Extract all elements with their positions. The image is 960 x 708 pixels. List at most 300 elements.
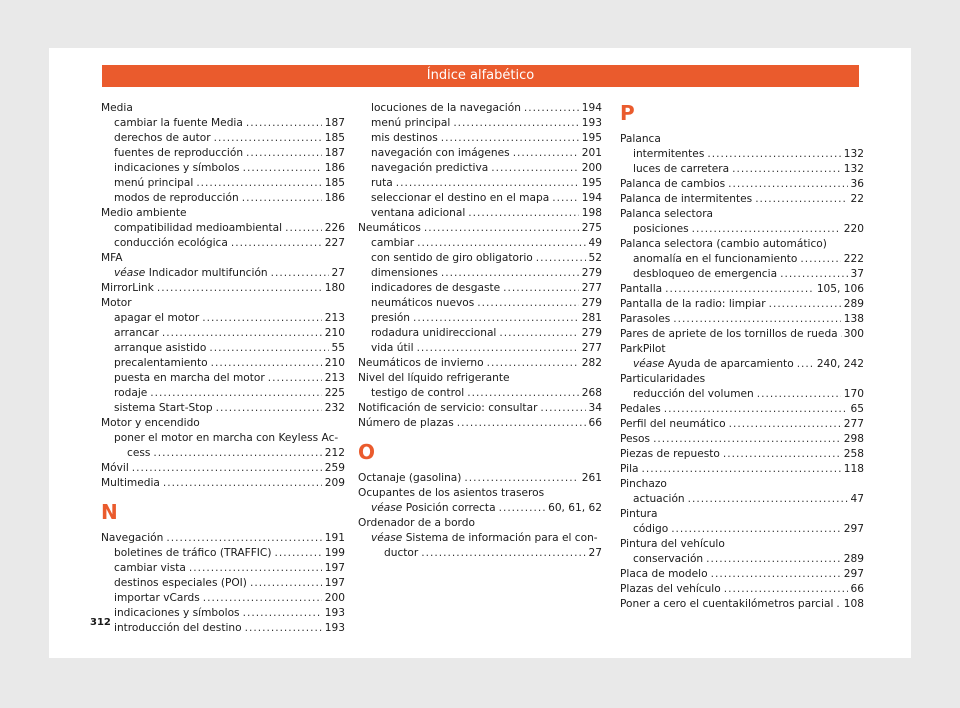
index-entry xyxy=(620,297,864,312)
entry-text: desbloqueo de emergencia xyxy=(633,268,778,280)
dot-leader xyxy=(487,356,579,371)
entry-page: 240, 242 xyxy=(816,358,864,370)
index-group-motor xyxy=(101,311,345,416)
entry-page: 201 xyxy=(581,147,602,159)
index-entry xyxy=(620,447,864,462)
entry-page: 259 xyxy=(324,462,345,474)
entry-text: navegación predictiva xyxy=(371,162,489,174)
entry-page: 277 xyxy=(581,342,602,354)
index-singles xyxy=(101,461,345,491)
dot-leader xyxy=(157,281,322,296)
entry-page: 197 xyxy=(324,577,345,589)
page-number: 312 xyxy=(90,617,111,628)
entry-text: conducción ecológica xyxy=(114,237,228,249)
index-entry xyxy=(358,401,602,416)
index-entry xyxy=(620,312,864,327)
entry-page: 209 xyxy=(324,477,345,489)
see-label: véase xyxy=(633,358,665,370)
entry-page: 227 xyxy=(324,237,345,249)
entry-page: 213 xyxy=(324,372,345,384)
index-group-navegacion xyxy=(101,546,345,636)
entry-page: 300 xyxy=(843,328,864,340)
index-heading: Palanca selectora (cambio automático) xyxy=(620,238,827,250)
entry-text: dimensiones xyxy=(371,267,438,279)
index-entry xyxy=(358,116,602,131)
entry-text: indicaciones y símbolos xyxy=(114,607,240,619)
index-entry xyxy=(358,131,602,146)
entry-text: Palanca de cambios xyxy=(620,178,726,190)
entry-text: Neumáticos xyxy=(358,222,421,234)
index-column-1 xyxy=(101,101,345,636)
dot-leader xyxy=(274,546,321,561)
index-group-pintura-vehiculo xyxy=(620,552,864,567)
entry-text: Pantalla de la radio: limpiar xyxy=(620,298,766,310)
index-heading: Pintura xyxy=(620,508,658,520)
index-entry xyxy=(358,296,602,311)
index-entry xyxy=(620,597,864,612)
entry-text: Pares de apriete de los tornillos de rueda xyxy=(620,328,838,340)
index-entry xyxy=(620,282,864,297)
entry-text: locuciones de la navegación xyxy=(371,102,521,114)
index-entry xyxy=(101,281,345,296)
entry-page: 27 xyxy=(331,267,345,279)
index-single xyxy=(101,531,345,546)
index-heading: Pintura del vehículo xyxy=(620,538,725,550)
index-single xyxy=(101,281,345,296)
entry-page: 195 xyxy=(581,177,602,189)
dot-leader xyxy=(836,597,840,612)
dot-leader xyxy=(665,282,814,297)
entry-text: compatibilidad medioambiental xyxy=(114,222,283,234)
dot-leader xyxy=(196,176,321,191)
index-entry xyxy=(101,326,345,341)
entry-text: arranque asistido xyxy=(114,342,207,354)
index-entry xyxy=(358,386,602,401)
entry-page: 193 xyxy=(324,607,345,619)
index-entry xyxy=(358,501,602,516)
index-entry xyxy=(620,417,864,432)
entry-page: 279 xyxy=(581,297,602,309)
index-group-nivel xyxy=(358,386,602,401)
index-singles xyxy=(358,401,602,431)
index-heading: Palanca xyxy=(620,133,661,145)
entry-text: Palanca de intermitentes xyxy=(620,193,753,205)
index-entry xyxy=(620,327,864,342)
index-entry xyxy=(101,446,345,461)
entry-text: Posición correcta xyxy=(405,502,496,514)
entry-page: 55 xyxy=(331,342,345,354)
index-entry xyxy=(620,552,864,567)
entry-text: destinos especiales (POI) xyxy=(114,577,247,589)
entry-text: intermitentes xyxy=(633,148,705,160)
dot-leader xyxy=(673,312,841,327)
index-heading: Medio ambiente xyxy=(101,207,187,219)
index-heading: Ocupantes de los asientos traseros xyxy=(358,487,545,499)
dot-leader xyxy=(671,522,841,537)
dot-leader xyxy=(491,161,579,176)
entry-text: menú principal xyxy=(371,117,451,129)
dot-leader xyxy=(250,576,322,591)
index-entry xyxy=(101,116,345,131)
entry-page: 180 xyxy=(324,282,345,294)
entry-page: 226 xyxy=(324,222,345,234)
dot-leader xyxy=(163,476,322,491)
index-entry xyxy=(101,221,345,236)
dot-leader xyxy=(755,192,847,207)
entry-text: Pedales xyxy=(620,403,661,415)
entry-page: 210 xyxy=(324,357,345,369)
index-group-media xyxy=(101,116,345,206)
dot-leader xyxy=(724,582,848,597)
dot-leader xyxy=(468,206,578,221)
entry-text: introducción del destino xyxy=(114,622,242,634)
letter-heading-p: P xyxy=(620,101,635,125)
entry-page: 47 xyxy=(850,493,864,505)
index-heading: Palanca selectora xyxy=(620,208,714,220)
index-heading: Particularidades xyxy=(620,373,706,385)
index-entry xyxy=(358,146,602,161)
index-singles xyxy=(620,567,864,612)
entry-text: Octanaje (gasolina) xyxy=(358,472,462,484)
entry-page: 132 xyxy=(843,163,864,175)
index-group-pinchazo xyxy=(620,492,864,507)
dot-leader xyxy=(231,236,322,251)
index-entry xyxy=(620,387,864,402)
entry-text: anomalía en el funcionamiento xyxy=(633,253,798,265)
entry-text: presión xyxy=(371,312,411,324)
letter-heading-n: N xyxy=(101,500,118,524)
dot-leader xyxy=(536,251,586,266)
index-entry xyxy=(101,311,345,326)
entry-text: Poner a cero el cuentakilómetros parcial xyxy=(620,598,834,610)
index-entry xyxy=(101,266,345,281)
index-entry xyxy=(358,206,602,221)
entry-text: MirrorLink xyxy=(101,282,154,294)
entry-text: cambiar la fuente Media xyxy=(114,117,243,129)
dot-leader xyxy=(209,341,328,356)
see-label: véase xyxy=(371,502,403,514)
entry-page: 200 xyxy=(324,592,345,604)
entry-text: ductor xyxy=(384,547,419,559)
index-entry xyxy=(358,161,602,176)
dot-leader xyxy=(246,116,322,131)
entry-page: 65 xyxy=(850,403,864,415)
entry-page: 185 xyxy=(324,177,345,189)
index-entry xyxy=(358,191,602,206)
entry-page: 258 xyxy=(843,448,864,460)
index-heading: Nivel del líquido refrigerante xyxy=(358,372,510,384)
index-subentry-line: poner el motor en marcha con Keyless Ac- xyxy=(114,432,339,444)
entry-page: 289 xyxy=(843,553,864,565)
index-entry xyxy=(101,146,345,161)
entry-page: 194 xyxy=(581,102,602,114)
index-entry xyxy=(101,131,345,146)
index-single xyxy=(358,221,602,236)
index-singles xyxy=(620,177,864,207)
entry-text: Piezas de repuesto xyxy=(620,448,720,460)
see-label: véase xyxy=(114,267,146,279)
dot-leader xyxy=(706,552,841,567)
index-group-neumaticos xyxy=(358,236,602,356)
dot-leader xyxy=(396,176,579,191)
index-group-palanca-auto xyxy=(620,252,864,282)
entry-text: Número de plazas xyxy=(358,417,454,429)
entry-page: 281 xyxy=(581,312,602,324)
index-heading: Ordenador de a bordo xyxy=(358,517,475,529)
entry-page: 187 xyxy=(324,147,345,159)
index-entry xyxy=(620,177,864,192)
index-entry xyxy=(358,356,602,371)
entry-page: 268 xyxy=(581,387,602,399)
entry-page: 199 xyxy=(324,547,345,559)
index-entry xyxy=(101,531,345,546)
dot-leader xyxy=(453,116,578,131)
dot-leader xyxy=(552,191,579,206)
index-single xyxy=(358,471,602,486)
index-heading: Media xyxy=(101,102,133,114)
entry-text: ruta xyxy=(371,177,393,189)
entry-page: 186 xyxy=(324,162,345,174)
index-entry xyxy=(620,252,864,267)
entry-text: con sentido de giro obligatorio xyxy=(371,252,533,264)
dot-leader xyxy=(688,492,848,507)
dot-leader xyxy=(642,462,841,477)
entry-text: Navegación xyxy=(101,532,164,544)
entry-text: Perfil del neumático xyxy=(620,418,726,430)
entry-text: modos de reproducción xyxy=(114,192,239,204)
index-entry xyxy=(620,267,864,282)
dot-leader xyxy=(800,252,840,267)
entry-page: 185 xyxy=(324,132,345,144)
entry-page: 298 xyxy=(843,433,864,445)
entry-page: 297 xyxy=(843,523,864,535)
dot-leader xyxy=(732,162,841,177)
entry-page: 195 xyxy=(581,132,602,144)
entry-text: indicadores de desgaste xyxy=(371,282,501,294)
dot-leader xyxy=(503,281,579,296)
index-entry xyxy=(620,522,864,537)
index-entry xyxy=(358,236,602,251)
entry-text: Pesos xyxy=(620,433,651,445)
index-entry xyxy=(358,266,602,281)
entry-page: 170 xyxy=(843,388,864,400)
entry-text: actuación xyxy=(633,493,685,505)
entry-page: 197 xyxy=(324,562,345,574)
index-single xyxy=(358,356,602,371)
entry-page: 132 xyxy=(843,148,864,160)
entry-text: cambiar vista xyxy=(114,562,186,574)
dot-leader xyxy=(707,147,840,162)
index-entry xyxy=(358,341,602,356)
index-entry xyxy=(358,251,602,266)
entry-page: 108 xyxy=(843,598,864,610)
entry-text: menú principal xyxy=(114,177,194,189)
dot-leader xyxy=(711,567,841,582)
dot-leader xyxy=(464,471,578,486)
dot-leader xyxy=(203,591,322,606)
dot-leader xyxy=(780,267,847,282)
index-entry xyxy=(101,236,345,251)
entry-page: 52 xyxy=(588,252,602,264)
entry-page: 222 xyxy=(843,253,864,265)
index-group-navegacion-cont xyxy=(358,101,602,221)
index-heading: MFA xyxy=(101,252,123,264)
dot-leader xyxy=(245,621,322,636)
dot-leader xyxy=(417,341,579,356)
index-entry xyxy=(101,576,345,591)
entry-page: 105, 106 xyxy=(816,283,864,295)
entry-page: 198 xyxy=(581,207,602,219)
entry-text: sistema Start-Stop xyxy=(114,402,213,414)
entry-text: arrancar xyxy=(114,327,159,339)
index-entry xyxy=(358,281,602,296)
dot-leader xyxy=(214,131,322,146)
entry-page: 193 xyxy=(581,117,602,129)
dot-leader xyxy=(424,221,579,236)
entry-page: 277 xyxy=(843,418,864,430)
dot-leader xyxy=(243,606,322,621)
dot-leader xyxy=(166,531,321,546)
dot-leader xyxy=(246,146,322,161)
index-singles xyxy=(620,282,864,342)
index-entry xyxy=(358,471,602,486)
index-entry xyxy=(620,192,864,207)
index-entry xyxy=(101,591,345,606)
entry-page: 194 xyxy=(581,192,602,204)
entry-text: fuentes de reproducción xyxy=(114,147,244,159)
entry-text: posiciones xyxy=(633,223,689,235)
letter-heading-o: O xyxy=(358,440,376,464)
dot-leader xyxy=(268,371,322,386)
index-entry xyxy=(101,176,345,191)
entry-text: cess xyxy=(127,447,151,459)
entry-text: Plazas del vehículo xyxy=(620,583,721,595)
index-entry xyxy=(101,561,345,576)
dot-leader xyxy=(441,266,579,281)
entry-text: Neumáticos de invierno xyxy=(358,357,484,369)
index-entry xyxy=(101,461,345,476)
dot-leader xyxy=(729,417,841,432)
index-entry xyxy=(620,147,864,162)
entry-text: rodaje xyxy=(114,387,148,399)
see-label: véase xyxy=(371,532,403,544)
index-entry xyxy=(620,492,864,507)
index-heading: Motor xyxy=(101,297,132,309)
entry-page: 297 xyxy=(843,568,864,580)
dot-leader xyxy=(692,222,841,237)
index-group-medio xyxy=(101,221,345,251)
index-entry xyxy=(620,462,864,477)
entry-page: 232 xyxy=(324,402,345,414)
dot-leader xyxy=(499,326,578,341)
index-entry xyxy=(620,432,864,447)
entry-page: 212 xyxy=(324,447,345,459)
index-entry xyxy=(620,222,864,237)
index-entry xyxy=(101,546,345,561)
entry-text: conservación xyxy=(633,553,704,565)
index-group-pintura xyxy=(620,522,864,537)
entry-text: precalentamiento xyxy=(114,357,208,369)
index-column-3 xyxy=(620,101,864,612)
dot-leader xyxy=(513,146,579,161)
entry-page: 138 xyxy=(843,313,864,325)
dot-leader xyxy=(723,447,841,462)
entry-page: 49 xyxy=(588,237,602,249)
entry-text: puesta en marcha del motor xyxy=(114,372,265,384)
dot-leader xyxy=(653,432,841,447)
index-column-2 xyxy=(358,101,602,561)
entry-text: Parasoles xyxy=(620,313,671,325)
index-entry xyxy=(358,416,602,431)
index-entry xyxy=(101,621,345,636)
entry-text: derechos de autor xyxy=(114,132,211,144)
index-subentry-line xyxy=(358,531,602,546)
entry-page: 60, 61, 62 xyxy=(548,502,602,514)
index-group-palanca-selectora xyxy=(620,222,864,237)
entry-page: 34 xyxy=(588,402,602,414)
entry-text: Multimedia xyxy=(101,477,160,489)
entry-text: Sistema de información para el con- xyxy=(405,532,598,544)
entry-text: mis destinos xyxy=(371,132,438,144)
entry-text: cambiar xyxy=(371,237,415,249)
entry-text: ventana adicional xyxy=(371,207,466,219)
index-entry xyxy=(620,357,864,372)
index-entry xyxy=(101,386,345,401)
index-entry xyxy=(620,402,864,417)
dot-leader xyxy=(285,221,322,236)
entry-text: Pila xyxy=(620,463,639,475)
dot-leader xyxy=(757,387,841,402)
dot-leader xyxy=(728,177,847,192)
entry-text: código xyxy=(633,523,669,535)
index-singles xyxy=(620,402,864,477)
index-entry xyxy=(358,311,602,326)
entry-page: 27 xyxy=(588,547,602,559)
entry-text: seleccionar el destino en el mapa xyxy=(371,192,550,204)
index-entry xyxy=(101,606,345,621)
entry-page: 118 xyxy=(843,463,864,475)
entry-page: 279 xyxy=(581,327,602,339)
index-entry xyxy=(101,476,345,491)
entry-page: 193 xyxy=(324,622,345,634)
entry-page: 66 xyxy=(588,417,602,429)
entry-page: 277 xyxy=(581,282,602,294)
entry-page: 275 xyxy=(581,222,602,234)
dot-leader xyxy=(132,461,322,476)
entry-text: indicaciones y símbolos xyxy=(114,162,240,174)
entry-text: neumáticos nuevos xyxy=(371,297,475,309)
entry-page: 213 xyxy=(324,312,345,324)
dot-leader xyxy=(150,386,321,401)
entry-page: 282 xyxy=(581,357,602,369)
entry-text: Notificación de servicio: consultar xyxy=(358,402,538,414)
dot-leader xyxy=(467,386,579,401)
index-entry xyxy=(358,326,602,341)
entry-text: apagar el motor xyxy=(114,312,200,324)
entry-text: Indicador multifunción xyxy=(148,267,268,279)
entry-page: 200 xyxy=(581,162,602,174)
dot-leader xyxy=(216,401,322,416)
entry-text: boletines de tráfico (TRAFFIC) xyxy=(114,547,272,559)
index-entry xyxy=(358,546,602,561)
index-heading: Pinchazo xyxy=(620,478,667,490)
index-entry xyxy=(358,221,602,236)
entry-page: 225 xyxy=(324,387,345,399)
entry-page: 279 xyxy=(581,267,602,279)
index-entry xyxy=(101,161,345,176)
entry-text: reducción del volumen xyxy=(633,388,754,400)
index-entry xyxy=(101,191,345,206)
